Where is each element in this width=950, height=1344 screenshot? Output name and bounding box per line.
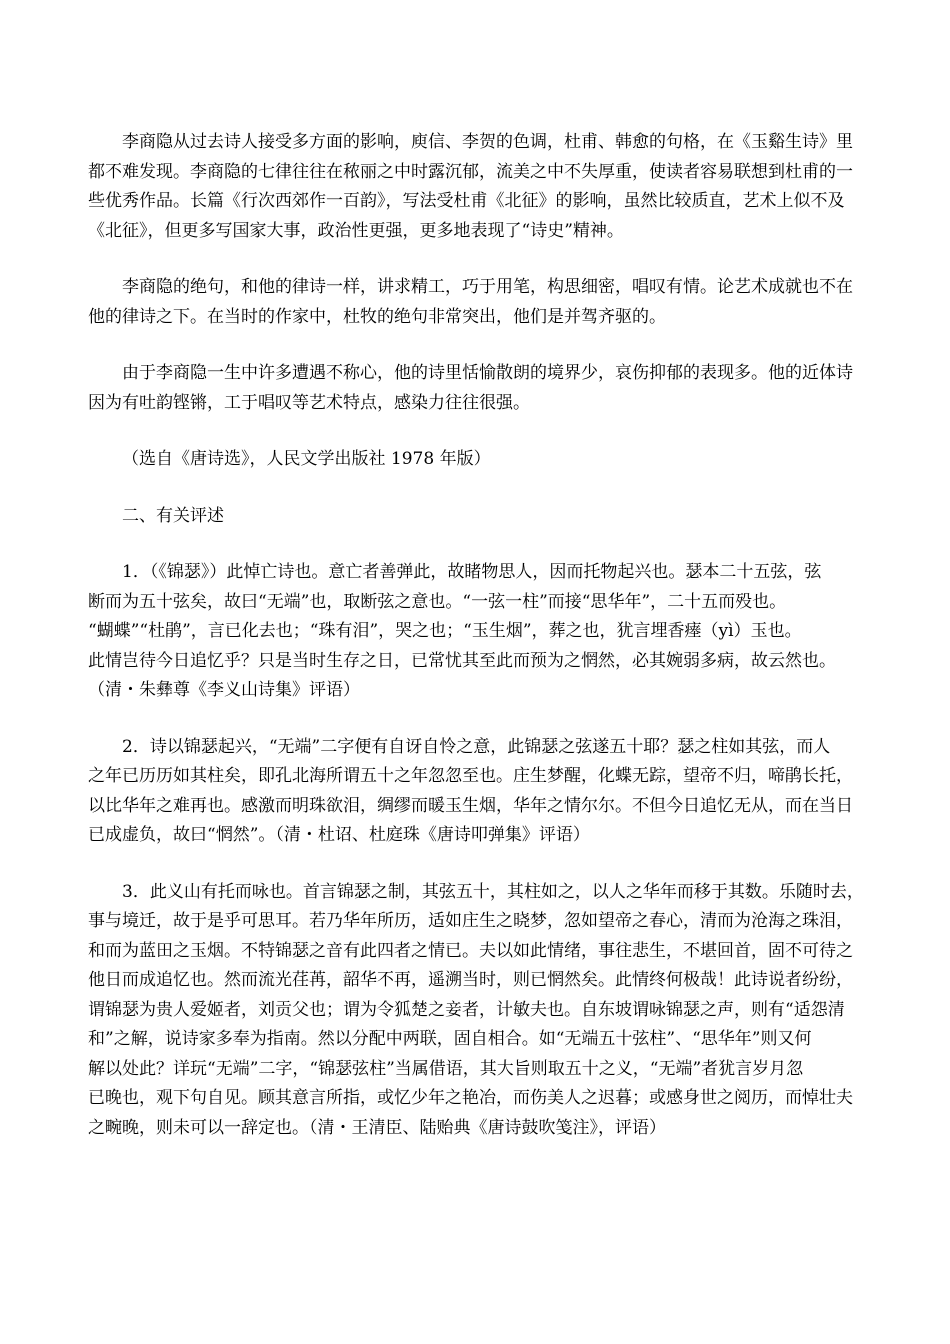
document-page [88, 128, 868, 1143]
comment-1 [88, 558, 868, 706]
text-line: 因为有吐韵铿锵，工于唱叹等艺术特点，感染力往往很强。 [88, 392, 530, 413]
text-line: 之畹晚，则未可以一辞定也。（清・王清臣、陆贻典《唐诗鼓吹笺注》，评语） [88, 1117, 666, 1138]
text-line: 断而为五十弦矣，故曰“无端”也，取断弦之意也。“一弦一柱”而接“思华年”，二十五而殁也。 [88, 591, 787, 612]
text-line: 解以处此？详玩“无端”二字，“锦瑟弦柱”当属借语，其大旨则取五十之义，“无端”者犹言岁月忽 [88, 1058, 804, 1079]
text-line: 2．诗以锦瑟起兴，“无端”二字便有自讶自怜之意，此锦瑟之弦遂五十耶？瑟之柱如其弦，而人 [122, 736, 831, 757]
comment-3 [88, 878, 868, 1144]
section-heading: 二、有关评述 [122, 505, 224, 526]
text-line: 3．此义山有托而咏也。首言锦瑟之制，其弦五十，其柱如之，以人之华年而移于其数。乐随时去， [122, 881, 864, 902]
text-line: 事与境迁，故于是乎可思耳。若乃华年所历，适如庄生之晓梦，忽如望帝之春心，清而为沧海之珠泪， [88, 911, 853, 931]
text-line: 谓锦瑟为贵人爱姬者，刘贡父也；谓为令狐楚之妾者，计敏夫也。自东坡谓咏锦瑟之声，则有“适怨清 [88, 999, 845, 1020]
source-citation: （选自《唐诗选》，人民文学出版社 1978 年版） [122, 449, 491, 469]
text-line: 李商隐的绝句，和他的律诗一样，讲求精工，巧于用笔，构思细密，唱叹有情。论艺术成就也不在 [122, 277, 853, 297]
text-line: 1．（《锦瑟》）此悼亡诗也。意亡者善弹此，故睹物思人，因而托物起兴也。瑟本二十五弦，弦 [122, 562, 822, 582]
text-line: “蝴蝶”“杜鹃”，言已化去也；“珠有泪”，哭之也；“玉生烟”，葬之也，犹言埋香瘗（yì）玉也。 [88, 621, 802, 641]
text-line: 些优秀作品。长篇《行次西郊作一百韵》，写法受杜甫《北征》的影响，虽然比较质直，艺术上似不及 [88, 191, 845, 211]
text-line: 以比华年之难再也。感激而明珠欲泪，绸缪而暖玉生烟，华年之情尔尔。不但今日追忆无从，而在当日 [88, 795, 853, 816]
text-line: 都不难发现。李商隐的七律往往在秾丽之中时露沉郁，流美之中不失厚重，使读者容易联想到杜甫的一 [88, 161, 853, 182]
intro-paragraph-3 [88, 359, 868, 418]
intro-paragraph-1 [88, 128, 868, 246]
text-line: 已晚也，观下句自见。顾其意言所指，或忆少年之艳冶，而伤美人之迟暮；或感身世之阅历，而悼壮夫 [88, 1088, 853, 1108]
intro-paragraph-2 [88, 273, 868, 332]
text-line: 《北征》，但更多写国家大事，政治性更强，更多地表现了“诗史”精神。 [88, 220, 624, 241]
text-line: 已成虚负，故曰“惘然”。（清・杜诏、杜庭珠《唐诗叩弹集》评语） [88, 825, 590, 845]
text-line: 和”之解，说诗家多奉为指南。然以分配中两联，固自相合。如“无端五十弦柱”、“思华年”则又何 [88, 1029, 812, 1049]
text-line: 由于李商隐一生中许多遭遇不称心，他的诗里恬愉散朗的境界少，哀伤抑郁的表现多。他的近体诗 [122, 363, 853, 383]
text-line: （清・朱彝尊《李义山诗集》评语） [88, 680, 360, 700]
text-line: 和而为蓝田之玉烟。不特锦瑟之音有此四者之情已。夫以如此情绪，事往悲生，不堪回首，固不可待之 [88, 940, 853, 961]
text-line: 李商隐从过去诗人接受多方面的影响，庾信、李贺的色调，杜甫、韩愈的句格，在《玉谿生诗》里 [122, 132, 853, 152]
text-line: 他的律诗之下。在当时的作家中，杜牧的绝句非常突出，他们是并驾齐驱的。 [88, 306, 666, 327]
text-line: 此情岂待今日追忆乎？只是当时生存之日，已常忧其至此而预为之惘然，必其婉弱多病，故云然也。 [88, 650, 836, 671]
text-line: 他日而成追忆也。然而流光荏苒，韶华不再，遥溯当时，则已惘然矣。此情终何极哉！此诗说者纷纷， [88, 970, 853, 990]
comment-2 [88, 733, 868, 851]
text-line: 之年已历历如其柱矣，即孔北海所谓五十之年忽忽至也。庄生梦醒，化蝶无踪，望帝不归，啼鹃长托， [88, 766, 853, 786]
